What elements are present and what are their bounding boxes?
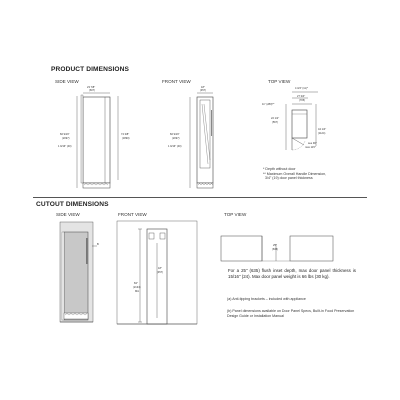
side-height-left: 82 9/16" bbox=[60, 133, 70, 136]
cutout-top-view-label: TOP VIEW bbox=[224, 212, 247, 217]
top-dim-d: 22 1/2" bbox=[271, 117, 280, 120]
product-top-view-label: TOP VIEW bbox=[268, 79, 291, 84]
cutout-footnote-a: (a) Anti-tipping brackets – included with appliance bbox=[227, 297, 306, 301]
front-top-width-mm: (457) bbox=[200, 89, 207, 92]
cutout-side-dim-mm: (2134) bbox=[133, 286, 141, 289]
top-dim-b-mm: (705) bbox=[299, 99, 306, 102]
product-note-2: ** Maximum Overall Handle Dimension, bbox=[263, 171, 327, 176]
side-base-dim: 1 9/16" (40) bbox=[58, 145, 72, 148]
top-dim-d-mm: (567) bbox=[272, 121, 279, 124]
side-top-width-mm: (607) bbox=[89, 89, 96, 92]
top-dim-e-mm: (1124) bbox=[318, 132, 326, 135]
front-height-mm: (2097) bbox=[172, 137, 180, 140]
front-height: 82 9/16" bbox=[170, 133, 180, 136]
cutout-side-marker: B bbox=[97, 243, 99, 246]
top-dim-b: 27 3/4" bbox=[297, 95, 306, 98]
cutout-side-view-label: SIDE VIEW bbox=[56, 212, 80, 217]
cutout-footnote-b: (b) Panel dimensions available on Door Panel Specs, Built-in Food Preservation Design Guide or Installation Manual bbox=[227, 309, 355, 318]
product-dimensions-title: PRODUCT DIMENSIONS bbox=[51, 66, 129, 73]
product-note-3: 3/4" (19) door panel thickness bbox=[265, 176, 313, 181]
side-top-width: 23 7/8" bbox=[87, 86, 96, 89]
cutout-top-dim: 25" bbox=[273, 244, 277, 247]
top-angle-max: max 115° bbox=[305, 146, 316, 149]
product-note-1: * Depth without door bbox=[263, 167, 296, 171]
front-top-width: 18" bbox=[201, 86, 205, 89]
product-side-view-label: SIDE VIEW bbox=[55, 79, 79, 84]
top-dim-e: 44 1/4" bbox=[318, 128, 327, 131]
cutout-center-dim-mm: (457) bbox=[157, 271, 164, 274]
product-front-view-label: FRONT VIEW bbox=[162, 79, 191, 84]
cutout-side-dim-note: Min bbox=[135, 290, 140, 293]
cutout-inset-paragraph: For a 25" (635) flush inset depth, max door panel thickness is 15/16" (24). Max door panel weight is 66 lbs (30 kg). bbox=[228, 268, 356, 280]
cutout-dimensions-title: CUTOUT DIMENSIONS bbox=[36, 201, 109, 208]
top-dim-a: 4 3/4" (11)* bbox=[295, 87, 308, 90]
side-height-right: 74 3/8" bbox=[121, 133, 130, 136]
cutout-center-dim: 18" bbox=[158, 267, 162, 270]
top-angle-label: see 90° bbox=[308, 142, 317, 145]
cutout-side-dim: 84" bbox=[134, 282, 138, 285]
front-base-dim: 1 9/16" (40) bbox=[168, 145, 182, 148]
top-dim-c: 11" (280)** bbox=[262, 103, 275, 106]
side-height-right-mm: (1890) bbox=[122, 137, 130, 140]
cutout-front-view-label: FRONT VIEW bbox=[118, 212, 147, 217]
cutout-top-dim-mm: (635) bbox=[272, 248, 279, 251]
side-height-left-mm: (2097) bbox=[62, 137, 70, 140]
